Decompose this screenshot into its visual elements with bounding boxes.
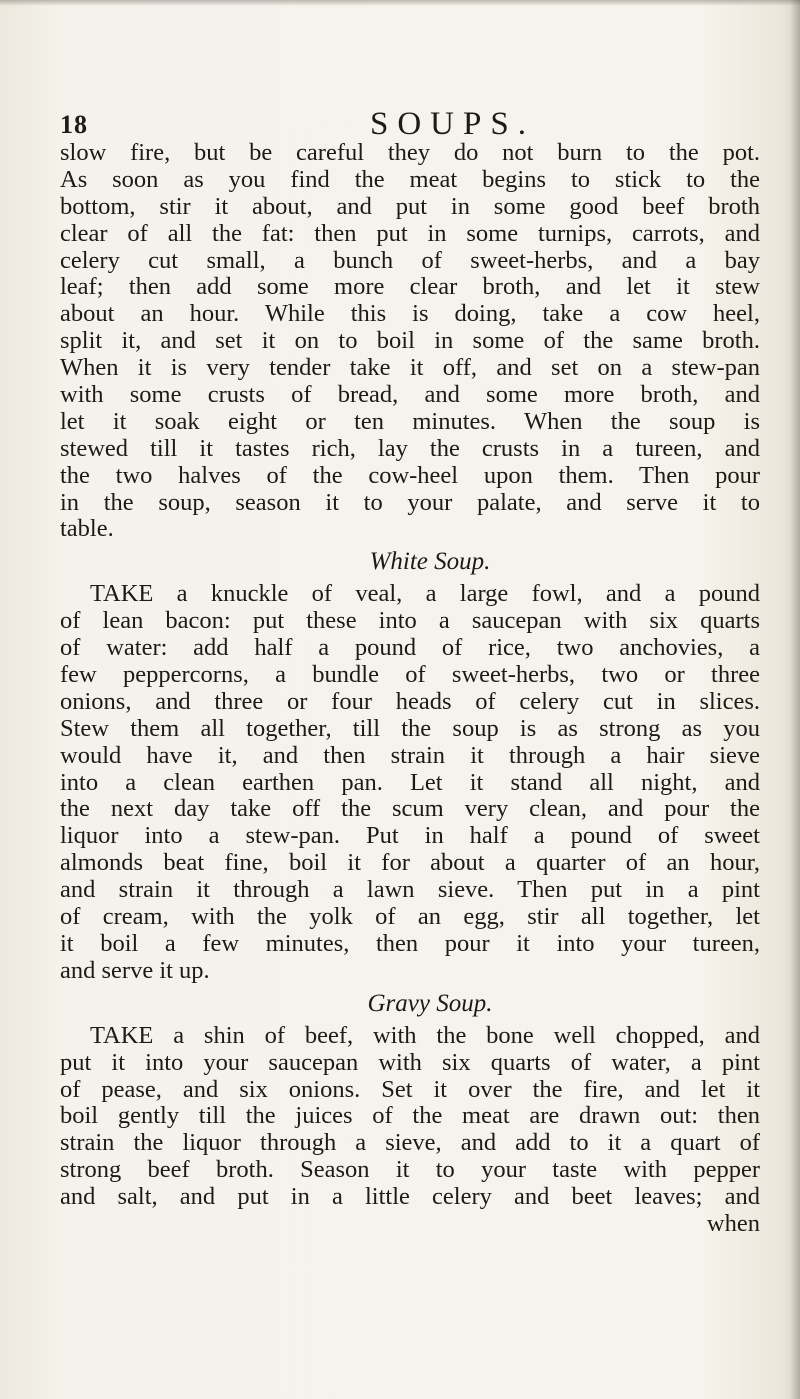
text-line: the two halves of the cow-heel upon them. Then pour (60, 461, 760, 489)
text-line: As soon as you find the meat begins to stick to the (60, 165, 760, 193)
text-line: of pease, and six onions. Set it over the fire, and let it (60, 1075, 760, 1103)
text-line: about an hour. While this is doing, take a cow heel, (60, 300, 760, 328)
page-body (60, 140, 760, 1238)
running-head: SOUPS. (370, 106, 535, 142)
text-line: slow fire, but be careful they do not burn to the pot. (60, 139, 760, 166)
page-edge-shadow (790, 0, 800, 1399)
text-line: leaf; then add some more clear broth, and let it stew (60, 273, 760, 301)
text-line: it boil a few minutes, then pour it into your tureen, (60, 929, 760, 957)
text-line: TAKE a knuckle of veal, a large fowl, and a pound (90, 580, 760, 608)
text-line: celery cut small, a bunch of sweet-herbs, and a bay (60, 246, 760, 274)
text-line: few peppercorns, a bundle of sweet-herbs, two or three (60, 661, 760, 689)
text-line: of lean bacon: put these into a saucepan with six quarts (60, 607, 760, 635)
page-header (0, 0, 800, 150)
text-line: let it soak eight or ten minutes. When the soup is (60, 407, 760, 435)
text-line: the next day take off the scum very clean, and pour the (60, 795, 760, 823)
text-line: of water: add half a pound of rice, two anchovies, a (60, 634, 760, 662)
text-line: of cream, with the yolk of an egg, stir all together, let (60, 903, 760, 931)
text-line: clear of all the fat: then put in some turnips, carrots, and (60, 219, 760, 247)
gravy-soup-heading: Gravy Soup. (367, 989, 493, 1017)
text-line: into a clean earthen pan. Let it stand all night, and (60, 768, 760, 796)
text-line: strong beef broth. Season it to your taste with pepper (60, 1156, 760, 1184)
paragraph-continued (60, 140, 760, 543)
text-line: put it into your saucepan with six quarts of water, a pint (60, 1048, 760, 1076)
text-line: bottom, stir it about, and put in some good beef broth (60, 192, 760, 220)
text-line: and strain it through a lawn sieve. Then put in a pint (60, 876, 760, 904)
text-line: boil gently till the juices of the meat are drawn out: then (60, 1102, 760, 1130)
text-line: in the soup, season it to your palate, and serve it to (60, 488, 760, 516)
text-line: When it is very tender take it off, and set on a stew-pan (60, 354, 760, 382)
text-line: Stew them all together, till the soup is as strong as you (60, 714, 760, 742)
text-line: liquor into a stew-pan. Put in half a pound of sweet (60, 822, 760, 850)
text-line: and salt, and put in a little celery and beet leaves; and (60, 1183, 760, 1211)
text-line: almonds beat fine, boil it for about a quarter of an hour, (60, 849, 760, 877)
catchword: when (706, 1209, 760, 1237)
text-line: onions, and three or four heads of celery cut in slices. (60, 687, 760, 715)
text-line: split it, and set it on to boil in some of the same broth. (60, 327, 760, 355)
white-soup-heading: White Soup. (369, 548, 491, 576)
text-line: and serve it up. (60, 956, 210, 984)
text-line: table. (60, 515, 114, 543)
text-line: with some crusts of bread, and some more broth, and (60, 381, 760, 409)
text-line: stewed till it tastes rich, lay the crusts in a tureen, and (60, 434, 760, 462)
page-number: 18 (60, 110, 88, 139)
text-line: would have it, and then strain it through a hair sieve (60, 741, 760, 769)
white-soup-recipe (60, 581, 760, 984)
text-line: TAKE a shin of beef, with the bone well chopped, and (90, 1021, 760, 1049)
gravy-soup-recipe (60, 1023, 760, 1238)
text-line: strain the liquor through a sieve, and add to it a quart of (60, 1129, 760, 1157)
